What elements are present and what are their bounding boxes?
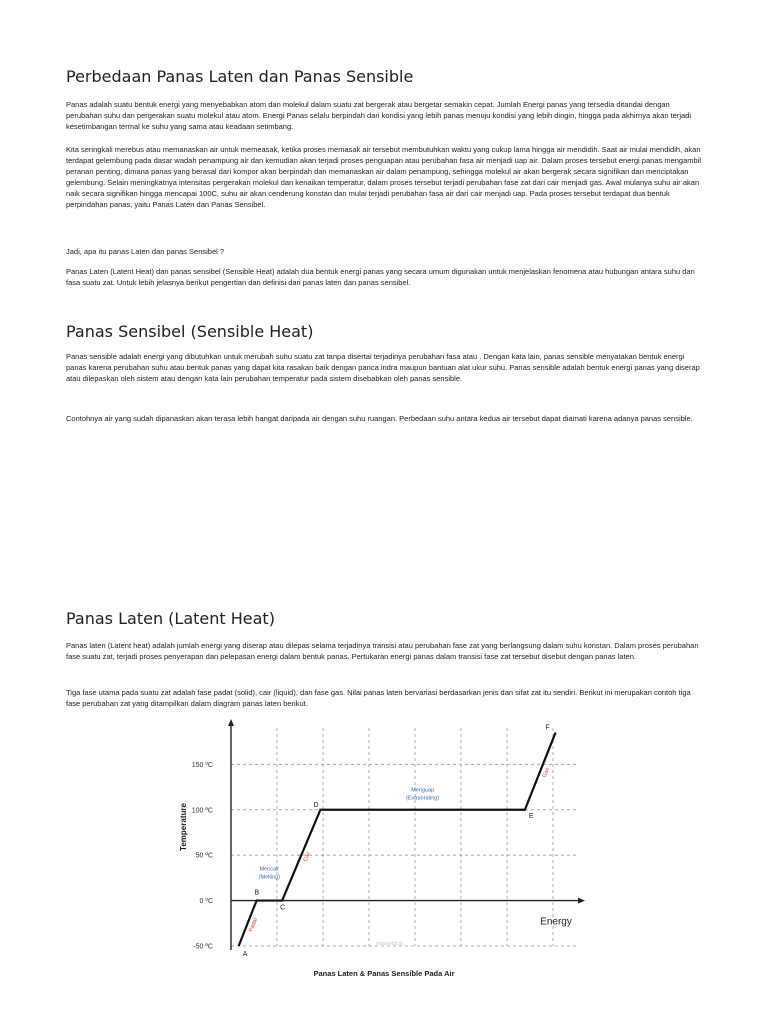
segment-label: Padat xyxy=(248,917,260,933)
paragraph-definisi-panas: Panas adalah suatu bentuk energi yang menyebabkan atom dan molekul dalam suatu zat bergerak atau bergetar semakin cepat. Jumlah Energi panas yang tersedia ditandai dengan perubahan suhu dan pergerakan suatu molekul atau atom. Energi Panas selalu berpindah dari kondisi yang lebih panas menuju kondisi yang lebih dingin, hingga pada akhirnya akan terjadi kesetimbangan termal ke suhu yang sama atau keadaan setimbang. xyxy=(66,100,692,131)
y-axis-label: Temperature xyxy=(179,803,188,851)
y-tick-label: 0 ºC xyxy=(199,898,213,906)
x-axis-label: Energy xyxy=(540,916,572,928)
point-label: D xyxy=(313,801,319,809)
paragraph-definisi-sensibel: Panas sensible adalah energi yang dibutuhkan untuk merubah suhu suatu zat tanpa disertai terjadinya perubahan fasa atau . Dengan kata lain, panas sensible menyatakan bentuk energi panas karena perubahan suhu atau bentuk panas yang dapat kita rasakan baik dengan panca indra maupun bantuan alat ukur suhu. Panas sensible adalah bentuk energi panas yang diserap atau dilepaskan oleh sistem atau dengan kata lain perubahan temperatur pada sistem disebabkan oleh panas sensible. xyxy=(66,352,700,383)
point-label: F xyxy=(545,724,550,732)
annotation-sublabel: (Evaporating) xyxy=(406,795,440,802)
latent-heat-chart-svg xyxy=(176,718,586,960)
section-title-sensibel: Panas Sensibel (Sensible Heat) xyxy=(66,322,314,341)
annotation-label: Mencair xyxy=(259,866,280,873)
point-label: E xyxy=(528,812,534,820)
figure-caption: Panas Laten & Panas Sensible Pada Air xyxy=(313,969,455,978)
annotation-label: Menguap xyxy=(411,787,435,794)
y-tick-label: 150 ºC xyxy=(191,761,213,769)
point-label: B xyxy=(254,889,260,897)
section-title-perbedaan: Perbedaan Panas Laten dan Panas Sensible xyxy=(66,67,414,86)
paragraph-tiga-fase: Tiga fase utama pada suatu zat adalah fase padat (solid), cair (liquid), dan fase gas. Nilai panas laten bervariasi berdasarkan jenis dan sifat zat itu sendiri. Berikut ini merupakan contoh tiga fase perubahan zat yang ditampilkan dalam diagram panas laten berikut. xyxy=(66,688,691,708)
paragraph-definisi-laten: Panas laten (Latent heat) adalah jumlah energi yang diserap atau dilepas selama terjadinya transisi atau perubahan fase zat yang berlangsung dalam suhu konstan. Dalam proses perubahan fase suatu zat, terjadi proses penyerapan dan pelepasan energi dalam bentuk panas. Pertukaran energi panas dalam transisi fase zat tersebut disebut dengan panas laten. xyxy=(66,641,699,661)
y-tick-label: 50 ºC xyxy=(195,852,213,860)
latent-heat-chart xyxy=(176,718,586,960)
annotation-sublabel: (Melting) xyxy=(258,874,281,881)
paragraph-laten-sensibel-intro: Panas Laten (Latent Heat) dan panas sensibel (Sensible Heat) adalah dua bentuk energi panas yang secara umum digunakan untuk menjelaskan fenomena atau hubungan antara suhu dan fasa suatu zat. Untuk lebih jelasnya berikut pengertian dan definisi dari panas laten dan panas sensibel. xyxy=(66,267,695,287)
point-label: C xyxy=(280,904,286,912)
y-tick-label: 100 ºC xyxy=(191,807,213,815)
section-title-laten: Panas Laten (Latent Heat) xyxy=(66,609,275,628)
point-label: A xyxy=(242,951,248,958)
paragraph-contoh-sensibel: Contohnya air yang sudah dipanaskan akan terasa lebih hangat daripada air dengan suhu ruangan. Perbedaan suhu antara kedua air tersebut dapat diamati karena adanya panas sensible. xyxy=(66,414,693,423)
watermark-text: ilmuwebb.id xyxy=(376,941,403,947)
y-tick-label: -50 ºC xyxy=(193,943,213,951)
segment-label: Gas xyxy=(541,766,551,779)
segment-label: Cair xyxy=(302,850,313,863)
paragraph-pertanyaan: Jadi, apa itu panas Laten dan panas Sensibel ? xyxy=(66,247,225,256)
paragraph-merebus-air: Kita seringkali merebus atau memanaskan air untuk memeasak, ketika proses memasak air tersebut membutuhkan waktu yang cukup lama hingga air mendidih. Saat air mulai mendidih, akan terdapat gelembung pada dasar wadah penampung air dan kemudian akan terjadi proses penguapan atau perubahan fasa air menjadi uap air. Dalam proses tersebut energi panas mengambil peranan penting, dimana panas yang berasal dari kompor akan berpindah dan memanaskan air dalam penampung, sehingga molekul air akan bergerak secara signifikan dan menciptakan gelembung. Selain meningkatnya intensitas pergerakan molekul dan kenaikan temperatur, dalam proses tersebut terjadi perubahan fase zat dari cair menjadi gas. Awal mulanya suhu air akan naik secara signifikan hingga mencapai 100C, suhu air akan cenderung konstan dan mulai terjadi perubahan fasa air dari cair menjadi uap. Pada proses tersebut terdapat dua bentuk perpindahan panas, yaitu Panas Laten dan Panas Sensibel. xyxy=(66,145,702,209)
y-axis-arrow xyxy=(228,719,234,726)
x-axis-arrow xyxy=(578,898,585,904)
